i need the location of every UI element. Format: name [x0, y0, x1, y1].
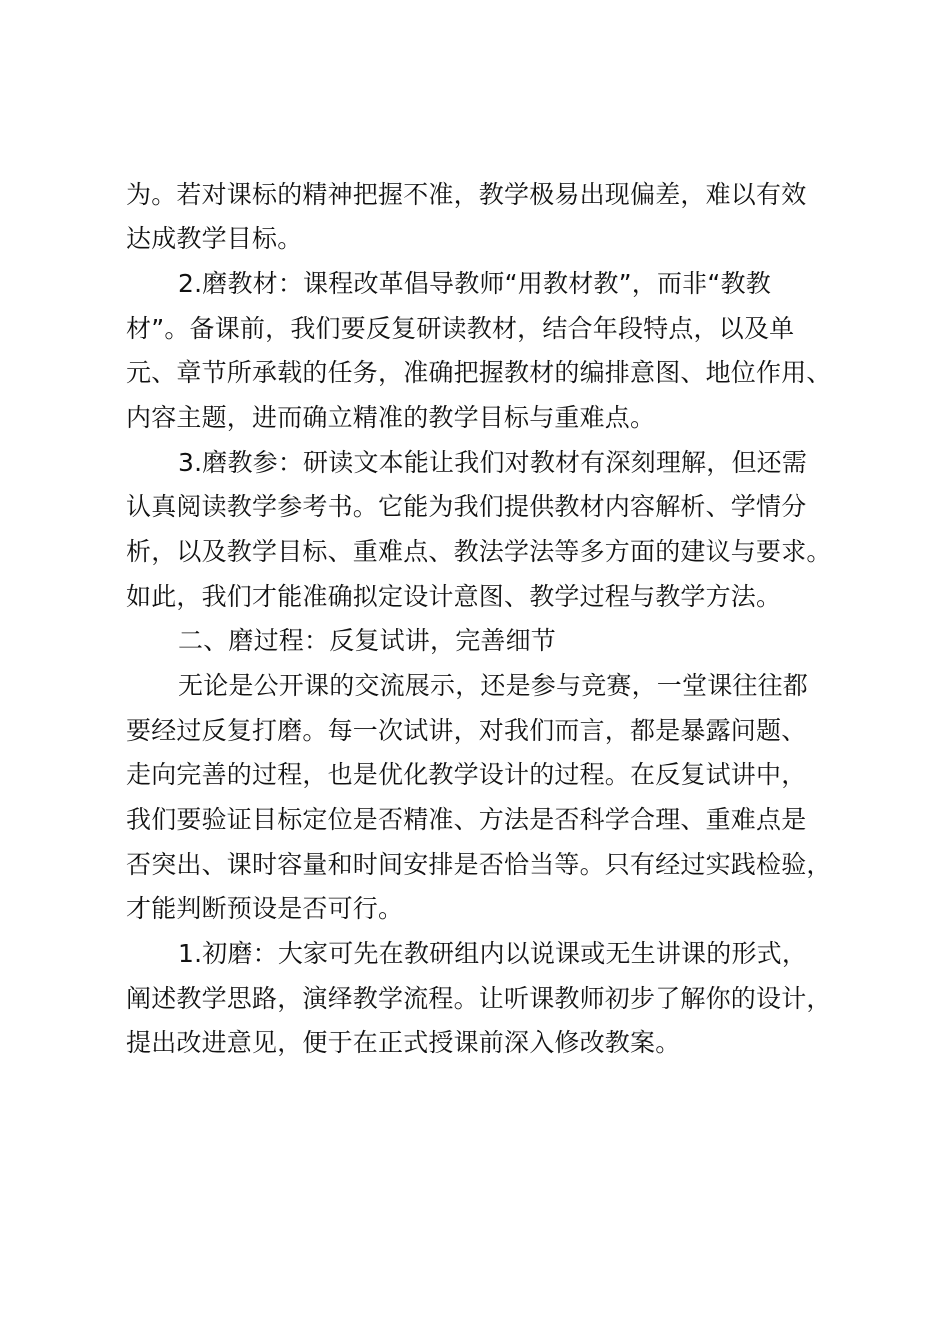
paragraph-heading: 1.初磨：大家可先在教研组内以说课或无生讲课的形式， [178, 939, 808, 968]
text-line: 如此，我们才能准确拟定设计意图、教学过程与教学方法。 [126, 582, 782, 611]
paragraph-heading: 2.磨教材：课程改革倡导教师“用教材教”，而非“教教 [178, 269, 771, 298]
text-line: 阐述教学思路，演绎教学流程。让听课教师初步了解你的设计， [126, 984, 832, 1013]
paragraph-heading: 3.磨教参：研读文本能让我们对教材有深刻理解，但还需 [178, 448, 808, 477]
text-line: 材”。备课前，我们要反复研读教材，结合年段特点，以及单 [126, 314, 795, 343]
text-line: 提出改进意见，便于在正式授课前深入修改教案。 [126, 1028, 681, 1057]
text-line: 达成教学目标。 [126, 224, 303, 253]
text-line: 认真阅读教学参考书。它能为我们提供教材内容解析、学情分 [126, 492, 807, 521]
text-line: 元、章节所承载的任务，准确把握教材的编排意图、地位作用、 [126, 358, 832, 387]
text-line: 否突出、课时容量和时间安排是否恰当等。只有经过实践检验， [126, 850, 832, 879]
text-line: 要经过反复打磨。每一次试讲，对我们而言，都是暴露问题、 [126, 716, 807, 745]
text-line: 无论是公开课的交流展示，还是参与竞赛，一堂课往往都 [178, 671, 809, 700]
text-line: 我们要验证目标定位是否精准、方法是否科学合理、重难点是 [126, 805, 807, 834]
text-line: 为。若对课标的精神把握不准，教学极易出现偏差，难以有效 [126, 180, 807, 209]
section-heading: 二、磨过程：反复试讲，完善细节 [178, 626, 557, 655]
text-line: 才能判断预设是否可行。 [126, 894, 404, 923]
text-line: 内容主题，进而确立精准的教学目标与重难点。 [126, 403, 656, 432]
text-line: 析，以及教学目标、重难点、教法学法等多方面的建议与要求。 [126, 537, 832, 566]
text-line: 走向完善的过程，也是优化教学设计的过程。在反复试讲中， [126, 760, 807, 789]
